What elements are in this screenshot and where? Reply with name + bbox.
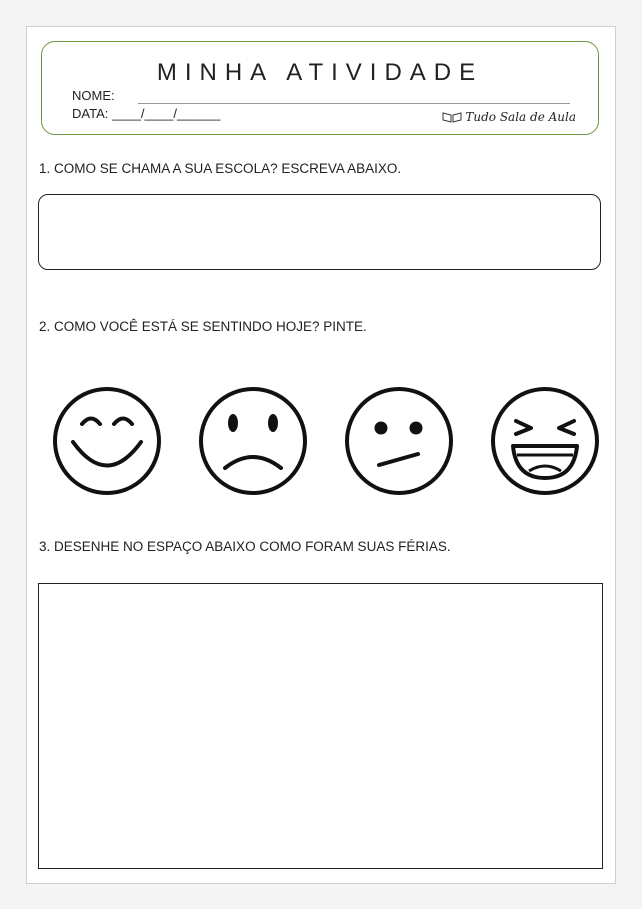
question-1: 1. COMO SE CHAMA A SUA ESCOLA? ESCREVA ABAIXO. xyxy=(39,161,402,176)
book-icon xyxy=(442,111,462,123)
logo xyxy=(442,110,576,124)
header-box xyxy=(41,41,599,135)
sad-face-icon[interactable] xyxy=(201,389,305,493)
logo-text: Tudo Sala de Aula xyxy=(465,110,576,124)
name-label: NOME: xyxy=(72,88,115,103)
happy-face-icon[interactable] xyxy=(55,389,159,493)
page-title: MINHA ATIVIDADE xyxy=(156,59,484,86)
question-3: 3. DESENHE NO ESPAÇO ABAIXO COMO FORAM SUAS FÉRIAS. xyxy=(39,539,451,554)
question-2: 2. COMO VOCÊ ESTÁ SE SENTINDO HOJE? PINTE. xyxy=(39,319,367,334)
confused-face-icon[interactable] xyxy=(347,389,451,493)
drawing-area[interactable] xyxy=(38,583,603,869)
worksheet-page xyxy=(26,26,616,884)
laughing-face-icon[interactable] xyxy=(493,389,597,493)
name-line xyxy=(138,103,570,104)
feelings-faces xyxy=(27,383,615,499)
date-label: DATA: ____/____/______ xyxy=(72,106,221,121)
school-name-answer-box[interactable] xyxy=(38,194,601,270)
